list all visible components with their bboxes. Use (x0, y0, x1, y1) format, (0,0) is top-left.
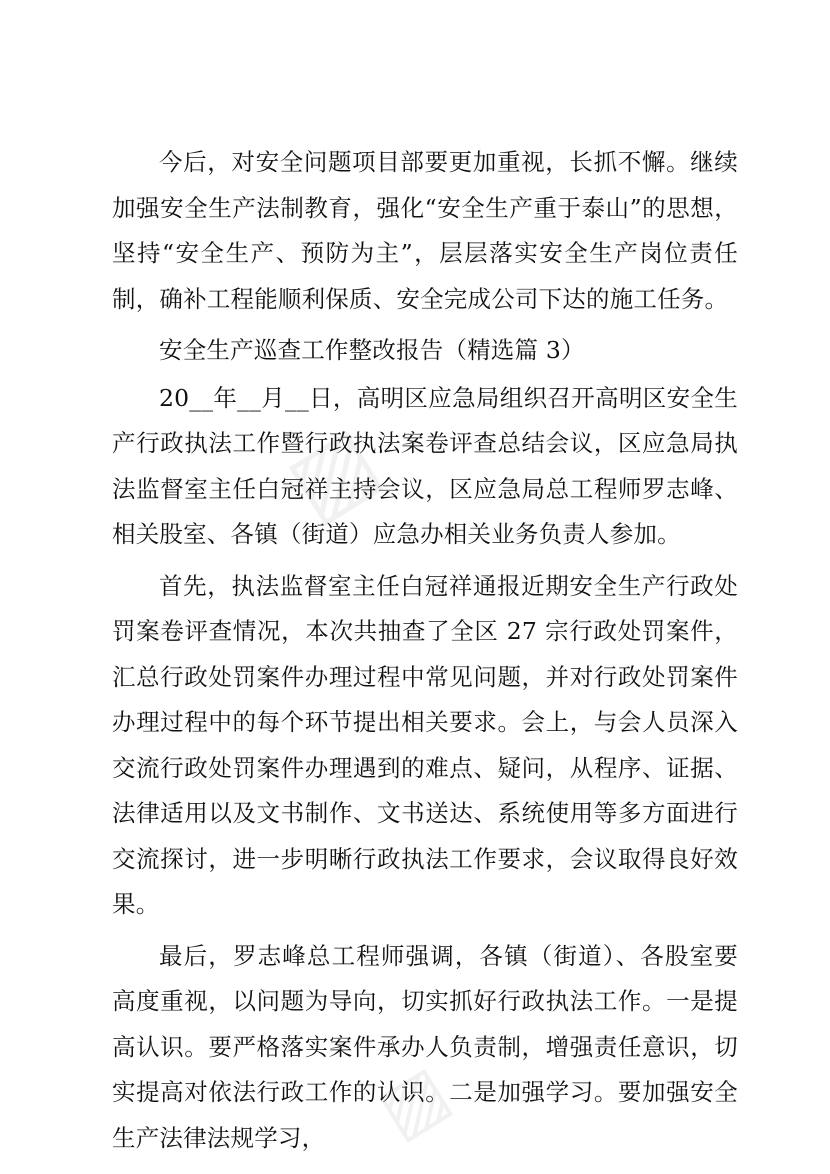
section-heading: 安全生产巡查工作整改报告（精选篇 3） (159, 336, 585, 364)
watermark-mark: ▨ (363, 1048, 463, 1154)
paragraph-closing-remarks: 最后，罗志峰总工程师强调，各镇（街道）、各股室要高度重视，以问题为导向，切实抓好行政执法工作。一是提高认识。要严格落实案件承办人负责制，增强责任意识，切实提高对依法行政工作的认识。二是加强学习。要加强安全生产法律法规学习， (112, 941, 738, 1152)
watermark-mark: ▨ (268, 405, 397, 540)
paragraph-case-review: 首先，执法监督室主任白冠祥通报近期安全生产行政处罚案卷评查情况，本次共抽查了全区 27 宗行政处罚案件，汇总行政处罚案件办理过程中常见问题，并对行政处罚案件办理过程中的每个环节提出相关要求。会上，与会人员深入交流行政处罚案件办理遇到的难点、疑问，从程序、证据、法律适用以及文书制作、文书送达、系统使用等多方面进行交流探讨，进一步明晰行政执法工作要求，会议取得良好效果。 (112, 571, 738, 918)
paragraph-conclusion: 今后，对安全问题项目部要更加重视，长抓不懈。继续加强安全生产法制教育，强化“安全生产重于泰山”的思想，坚持“安全生产、预防为主”，层层落实安全生产岗位责任制，确补工程能顺利保质、安全完成公司下达的施工任务。 (112, 148, 738, 313)
paragraph-meeting-intro: 20__年__月__日，高明区应急局组织召开高明区安全生产行政执法工作暨行政执法案卷评查总结会议，区应急局执法监督室主任白冠祥主持会议，区应急局总工程师罗志峰、相关股室、各镇（街道）应急办相关业务负责人参加。 (112, 383, 738, 548)
document-body (112, 140, 738, 1167)
